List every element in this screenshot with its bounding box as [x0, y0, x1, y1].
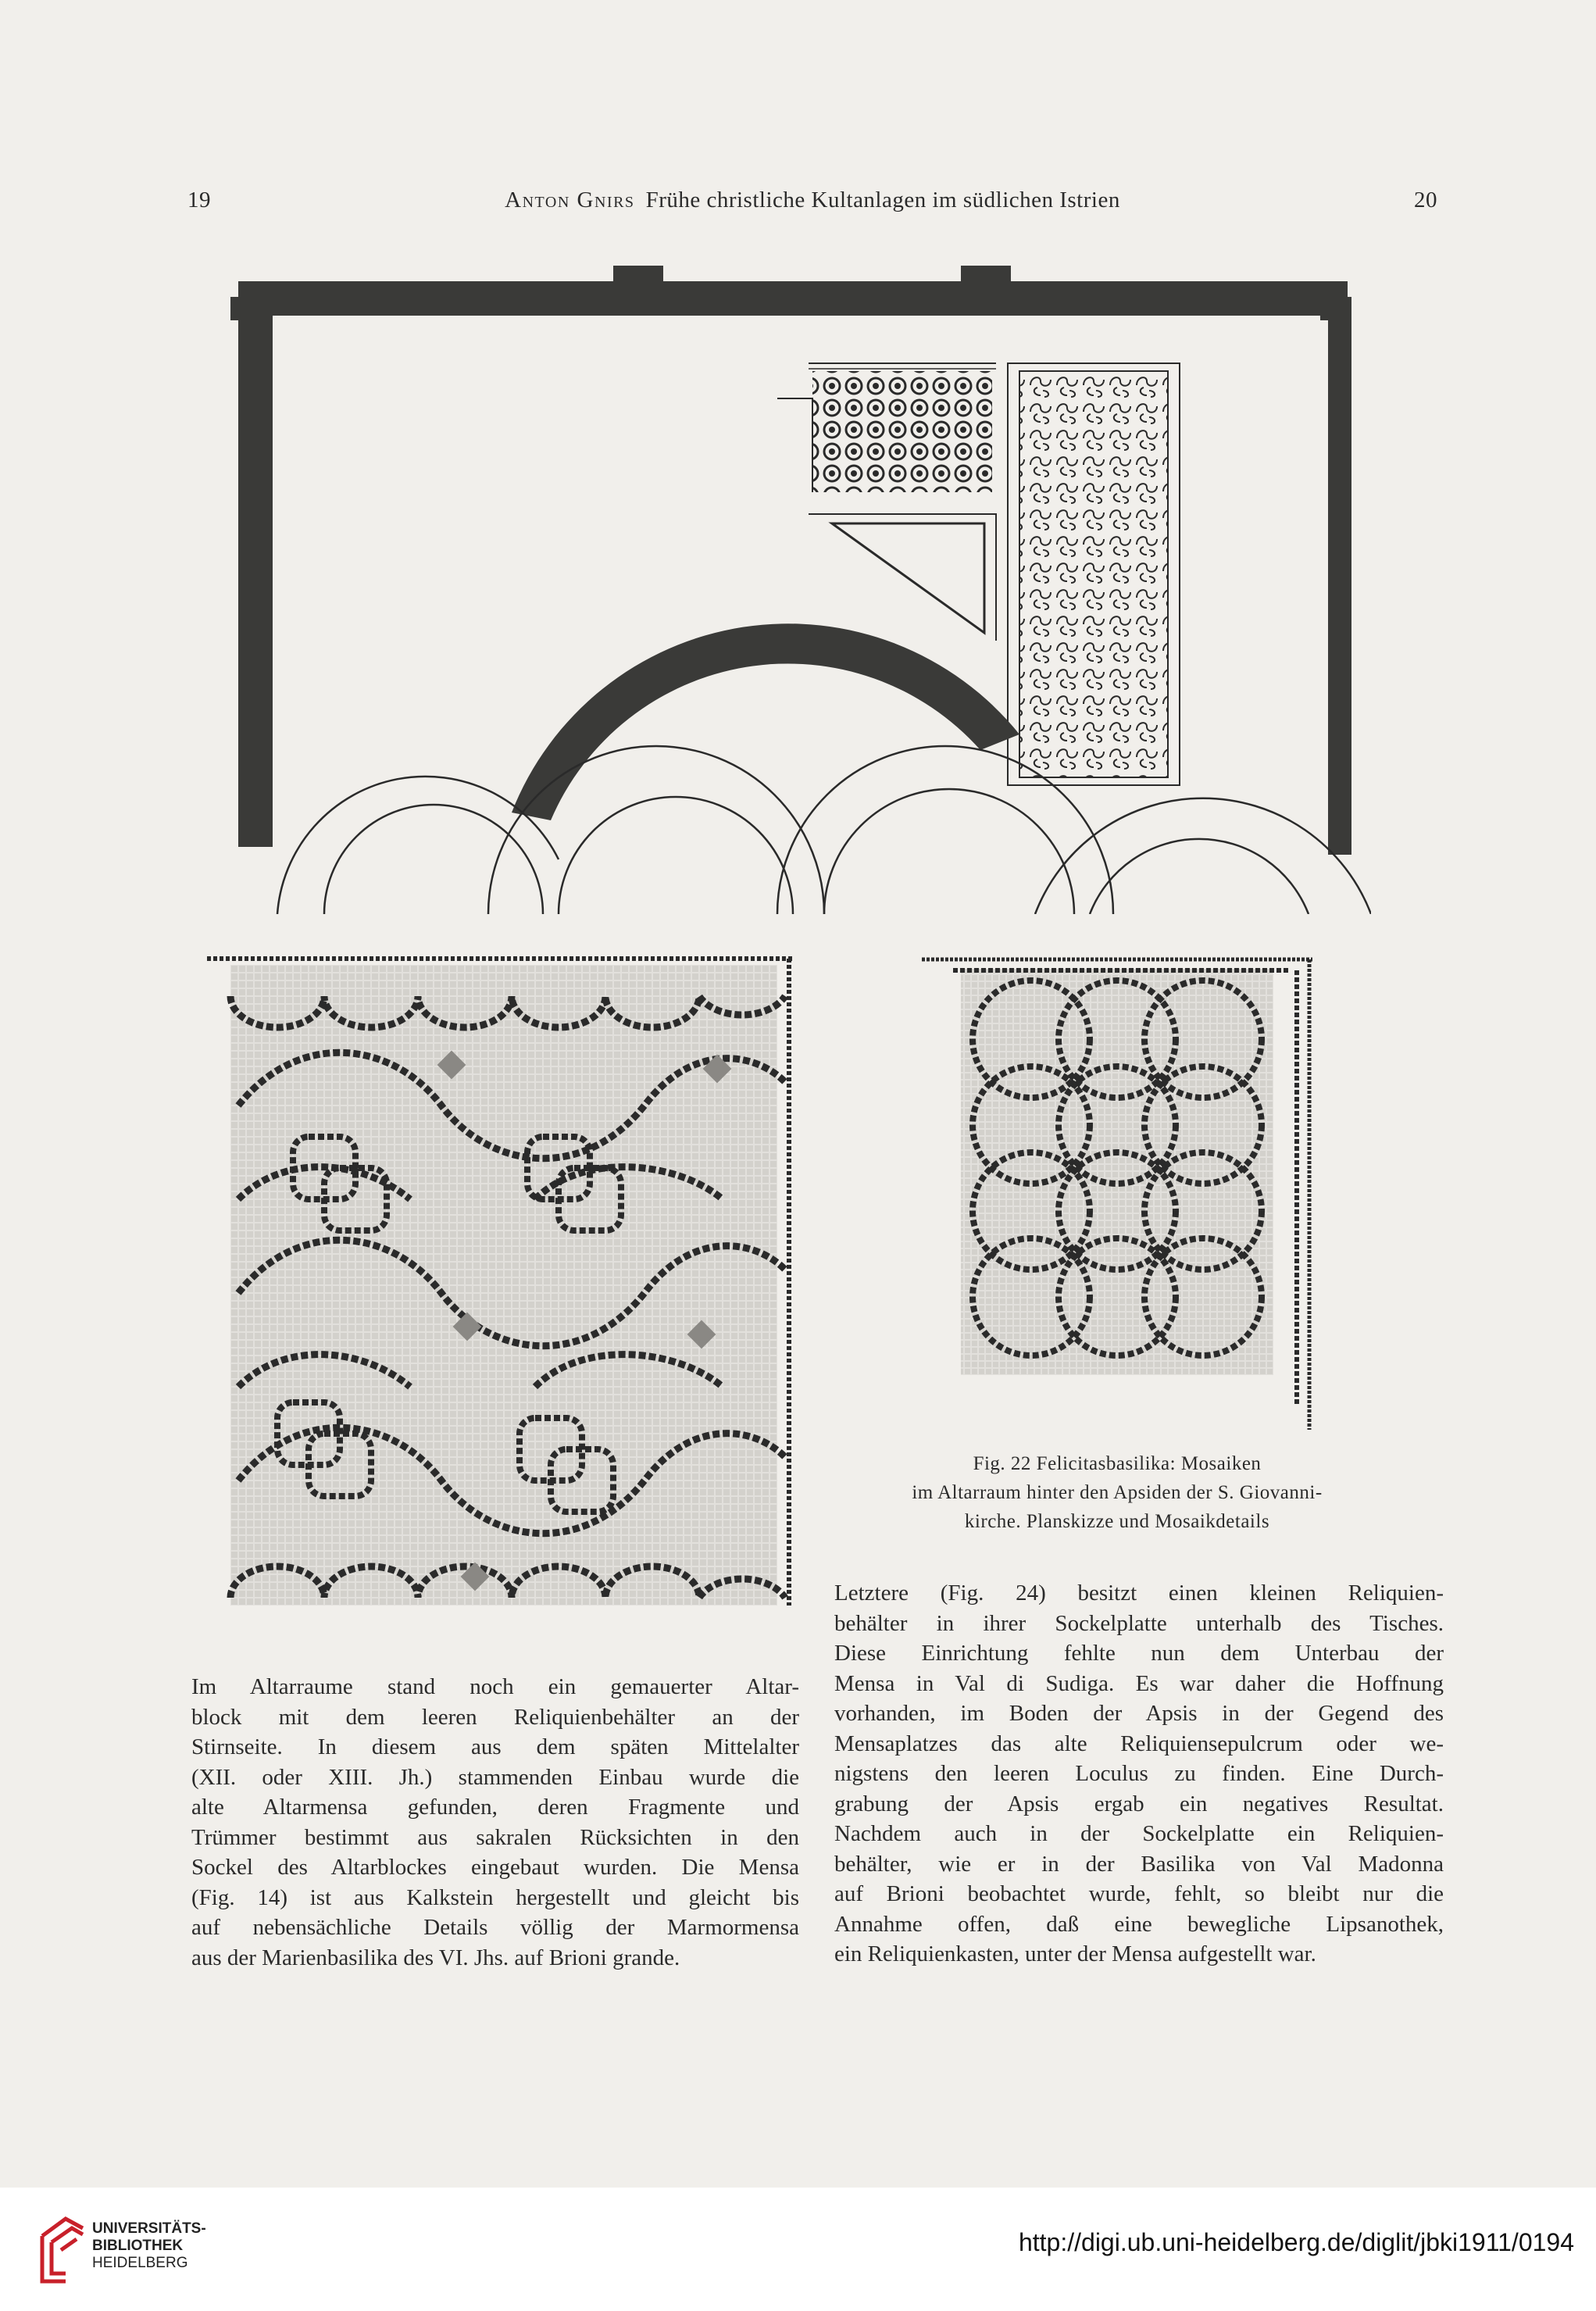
- library-name-line: UNIVERSITÄTS-: [92, 2220, 206, 2237]
- text-line: (Fig. 14) ist aus Kalkstein hergestellt und gleicht bis: [191, 1884, 799, 1910]
- text-line: auf nebensächliche Details völlig der Marmormensa: [191, 1915, 799, 1940]
- viewer-footer: [0, 2188, 1596, 2311]
- caption-line: Fig. 22 Felicitasbasilika: Mosaiken: [973, 1453, 1262, 1474]
- text-line: (XII. oder XIII. Jh.) stammenden Einbau wurde die: [191, 1764, 799, 1790]
- text-line: vorhanden, im Boden der Apsis in der Gegend des: [834, 1701, 1444, 1726]
- page-number-left: 19: [187, 188, 211, 213]
- author-name: Anton Gnirs: [505, 188, 635, 213]
- text-line: behälter, wie er in der Basilika von Val Madonna: [834, 1851, 1444, 1877]
- text-line: grabung der Apsis ergab ein negatives Resultat.: [834, 1791, 1444, 1816]
- page-number-right: 20: [1414, 188, 1437, 213]
- body-text-right-column: [834, 1578, 1444, 1970]
- caption-line: im Altarraum hinter den Apsiden der S. Giovanni-: [912, 1482, 1323, 1503]
- library-name-line: BIBLIOTHEK: [92, 2238, 184, 2254]
- text-line: Mensaplatzes das alte Reliquiensepulcrum oder we-: [834, 1731, 1444, 1756]
- text-line: nigstens den leeren Loculus zu finden. Eine Durch-: [834, 1761, 1444, 1786]
- text-line: Annahme offen, daß eine bewegliche Lipsanothek,: [834, 1911, 1444, 1937]
- permalink-url[interactable]: http://digi.ub.uni-heidelberg.de/diglit/jbki1911/0194: [1018, 2228, 1574, 2256]
- library-name-line: HEIDELBERG: [92, 2255, 188, 2271]
- article-title: Frühe christliche Kultanlagen im südlichen Istrien: [645, 188, 1120, 213]
- mosaic-detail-knots: [207, 949, 801, 1652]
- library-name: [92, 2220, 206, 2272]
- text-line: Mensa in Val di Sudiga. Es war daher die Hoffnung: [834, 1670, 1444, 1696]
- running-head: [187, 188, 1437, 222]
- text-line: Letztere (Fig. 24) besitzt einen kleinen Reliquien-: [834, 1581, 1444, 1606]
- library-logo-icon: [34, 2213, 89, 2284]
- caption-line: kirche. Planskizze und Mosaikdetails: [964, 1511, 1270, 1532]
- body-text-left-column: [191, 1672, 799, 1973]
- mosaic-detail-circles: [922, 953, 1320, 1438]
- text-line: Im Altarraume stand noch ein gemauerter Altar-: [191, 1674, 799, 1699]
- text-line: block mit dem leeren Reliquienbehälter an der: [191, 1704, 799, 1730]
- text-line: aus der Marienbasilika des VI. Jhs. auf Brioni grande.: [191, 1945, 680, 1970]
- running-title: [187, 188, 1437, 213]
- plan-sketch-figure: [230, 266, 1371, 914]
- wall-outline: [230, 266, 1351, 855]
- text-line: Nachdem auch in der Sockelplatte ein Reliquien-: [834, 1821, 1444, 1846]
- figure-caption: [844, 1449, 1391, 1536]
- text-line: alte Altarmensa gefunden, deren Fragmente und: [191, 1795, 799, 1820]
- text-line: Trümmer bestimmt aus sakralen Rücksichten in den: [191, 1824, 799, 1850]
- text-line: behälter in ihrer Sockelplatte unterhalb des Tisches.: [834, 1610, 1444, 1636]
- text-line: Stirnseite. In diesem aus dem späten Mittelalter: [191, 1734, 799, 1759]
- text-line: Diese Einrichtung fehlte nun dem Unterbau der: [834, 1641, 1444, 1666]
- text-line: Sockel des Altarblockes eingebaut wurden. Die Mensa: [191, 1855, 799, 1880]
- text-line: ein Reliquienkasten, unter der Mensa aufgestellt war.: [834, 1941, 1316, 1966]
- text-line: auf Brioni beobachtet wurde, fehlt, so bleibt nur die: [834, 1881, 1444, 1906]
